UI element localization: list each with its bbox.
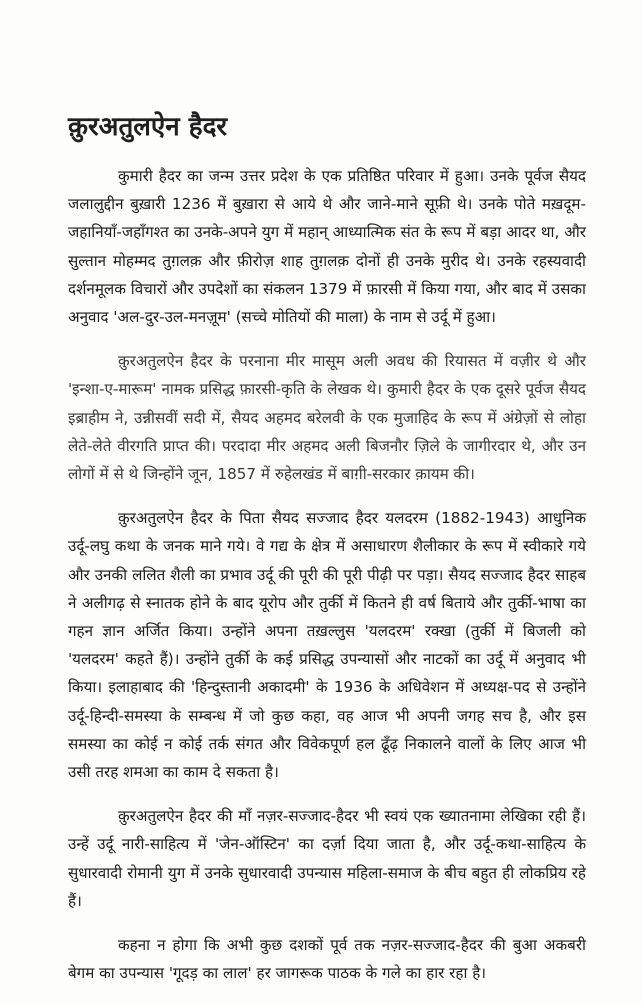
paragraph-aunt: कहना न होगा कि अभी कुछ दशकों पूर्व तक नज़र-सज्जाद-हैदर की बुआ अकबरी बेगम का उपन्यास 'गूदड़ का लाल' हर जागरूक पाठक के गले का हार रहा है।	[68, 936, 586, 983]
chapter-title: क़ुरअतुलऐन हैदर	[68, 112, 228, 142]
paragraph-mother: क़ुरअतुलऐन हैदर की माँ नज़र-सज्जाद-हैदर भी स्वयं एक ख्यातनामा लेखिका रही हैं। उन्हें उर्दू नारी-साहित्य में 'जेन-ऑस्टिन' का दर्ज़ा दिया जाता है, और उर्दू-कथा-साहित्य के सुधारवादी रोमानी युग में उनके सुधारवादी उपन्यास महिला-समाज के बीच बहुत ही लोकप्रिय रहे हैं।	[68, 807, 586, 910]
chapter-body	[68, 162, 586, 1003]
paragraph-father: क़ुरअतुलऐन हैदर के पिता सैयद सज्जाद हैदर यलदरम (1882-1943) आधुनिक उर्दू-लघु कथा के जनक माने गये। वे गद्य के क्षेत्र में असाधारण शैलीकार के रूप में स्वीकारे गये और उनकी ललित शैली का प्रभाव उर्दू की पूरी की पूरी पीढ़ी पर पड़ा। सैयद सज्जाद हैदर साहब ने अलीगढ़ से स्नातक होने के बाद यूरोप और तुर्की में कितने ही वर्ष बिताये और तुर्की-भाषा का गहन ज्ञान अर्जित किया। उन्होंने अपना तख़ल्लुस 'यलदरम' रक्खा (तुर्की में बिजली को 'यलदरम' कहते हैं)। उन्होंने तुर्की के कई प्रसिद्ध उपन्यासों और नाटकों का उर्दू में अनुवाद भी किया। इलाहाबाद की 'हिन्दुस्तानी अकादमी' के 1936 के अधिवेशन में अध्यक्ष-पद से उन्होंने उर्दू-हिन्दी-समस्या के सम्बन्ध में जो कुछ कहा, वह आज भी अपनी जगह सच है, और इस समस्या का कोई न कोई तर्क संगत और विवेकपूर्ण हल ढूँढ़ निकालने वालों के लिए आज भी उसी तरह शमआ का काम दे सकता है।	[68, 509, 586, 782]
paragraph-family-origins: कुमारी हैदर का जन्म उत्तर प्रदेश के एक प्रतिष्ठित परिवार में हुआ। उनके पूर्वज सैयद जलालुद्दीन बुख़ारी 1236 में बुख़ारा से आये थे और जाने-माने सूफ़ी थे। उनके पोते मख़दूम-जहानियाँ-जहाँगश्त का उनके-अपने युग में महान् आध्यात्मिक संत के रूप में बड़ा आदर था, और सुल्तान मोहम्मद तुग़लक़ और फ़ीरोज़ शाह तुग़लक़ दोनों ही उनके मुरीद थे। उनके रहस्यवादी दर्शनमूलक विचारों और उपदेशों का संकलन 1379 में फ़ारसी में किया गया, और बाद में उसका अनुवाद 'अल-दुर-उल-मनज़ूम' (सच्चे मोतियों की माला) के नाम से उर्दू में हुआ।	[68, 167, 586, 327]
paragraph-great-grandfather: क़ुरअतुलऐन हैदर के परनाना मीर मासूम अली अवध की रियासत में वज़ीर थे और 'इन्शा-ए-मारूम' नामक प्रसिद्ध फ़ारसी-कृति के लेखक थे। कुमारी हैदर के एक दूसरे पूर्वज सैयद इब्राहीम ने, उन्नीसवीं सदी में, सैयद अहमद बरेलवी के एक मुजाहिद के रूप में अंग्रेज़ों से लोहा लेते-लेते वीरगति प्राप्त की। परदादा मीर अहमद अली बिजनौर ज़िले के जागीरदार थे, और उन लोगों में से थे जिन्होंने जून, 1857 में रुहेलखंड में बाग़ी-सरकार क़ायम की।	[68, 352, 586, 484]
